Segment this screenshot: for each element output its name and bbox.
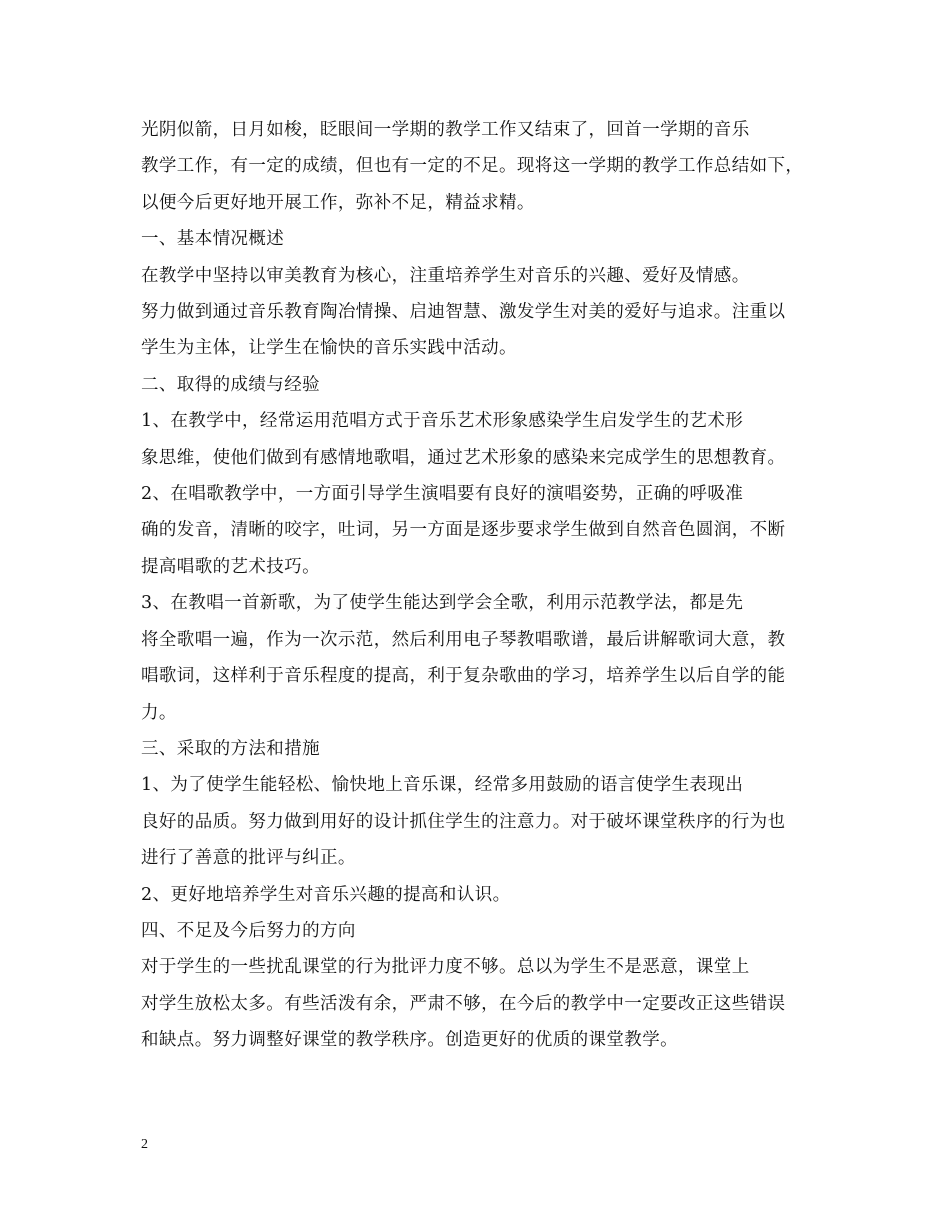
section-heading-basic-overview: 一、基本情况概述 <box>141 229 285 250</box>
section-heading-achievements: 二、取得的成绩与经验 <box>141 374 320 395</box>
page-number: 2 <box>141 1137 148 1152</box>
body-text <box>141 112 821 1059</box>
achievement-item-2: 2、在唱歌教学中，一方面引导学生演唱要有良好的演唱姿势，正确的呼吸准 确的发音，清晰的咬字，吐词，另一方面是逐步要求学生做到自然音色圆润，不断 提高唱歌的艺术技巧。 <box>141 484 786 577</box>
section-heading-shortcomings: 四、不足及今后努力的方向 <box>141 920 356 941</box>
basic-overview-paragraph: 在教学中坚持以审美教育为核心，注重培养学生对音乐的兴趣、爱好及情感。 努力做到通过音乐教育陶冶情操、启迪智慧、激发学生对美的爱好与追求。注重以 学生为主体，让学生在愉快的音乐实践中活动。 <box>141 265 786 359</box>
achievement-item-3: 3、在教唱一首新歌，为了使学生能达到学会全歌，利用示范教学法，都是先 将全歌唱一遍，作为一次示范，然后利用电子琴教唱歌谱，最后讲解歌词大意，教 唱歌词，这样利于音乐程度的提高，利于复杂歌曲的学习，培养学生以后自学的能 力。 <box>141 593 786 723</box>
section-heading-methods: 三、采取的方法和措施 <box>141 738 320 759</box>
intro-paragraph: 光阴似箭，日月如梭，眨眼间一学期的教学工作又结束了，回首一学期的音乐 教学工作，有一定的成绩，但也有一定的不足。现将这一学期的教学工作总结如下， 以便今后更好地开展工作，弥补不足，精益求精。 <box>141 120 804 213</box>
method-item-1: 1、为了使学生能轻松、愉快地上音乐课，经常多用鼓励的语言使学生表现出 良好的品质。努力做到用好的设计抓住学生的注意力。对于破坏课堂秩序的行为也 进行了善意的批评与纠正。 <box>141 775 786 869</box>
achievement-item-1: 1、在教学中，经常运用范唱方式于音乐艺术形象感染学生启发学生的艺术形 象思维，使他们做到有感情地歌唱，通过艺术形象的感染来完成学生的思想教育。 <box>141 411 786 468</box>
method-item-2: 2、更好地培养学生对音乐兴趣的提高和认识。 <box>141 884 511 905</box>
shortcomings-paragraph: 对于学生的一些扰乱课堂的行为批评力度不够。总以为学生不是恶意，课堂上 对学生放松太多。有些活泼有余，严肃不够，在今后的教学中一定要改正这些错误 和缺点。努力调整好课堂的教学秩序。创造更好的优质的课堂教学。 <box>141 957 786 1051</box>
